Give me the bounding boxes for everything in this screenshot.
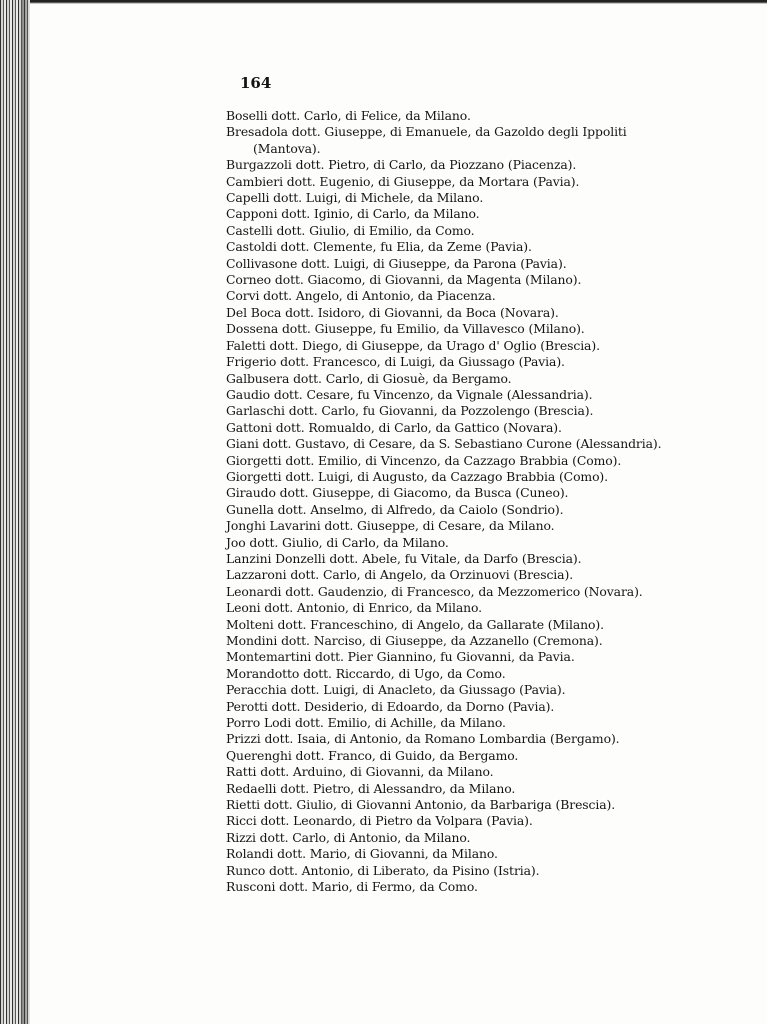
page-number: 164 [240, 74, 272, 92]
list-entry: Giraudo dott. Giuseppe, di Giacomo, da Busca (Cuneo). [226, 485, 569, 501]
list-entry: Joo dott. Giulio, di Carlo, da Milano. [226, 534, 449, 550]
list-entry: Dossena dott. Giuseppe, fu Emilio, da Villavesco (Milano). [226, 321, 585, 337]
list-entry: Montemartini dott. Pier Giannino, fu Giovanni, da Pavia. [226, 649, 575, 665]
list-entry: Castelli dott. Giulio, di Emilio, da Como. [226, 222, 475, 238]
list-entry: Galbusera dott. Carlo, di Giosuè, da Bergamo. [226, 370, 512, 386]
list-entry: Corneo dott. Giacomo, di Giovanni, da Magenta (Milano). [226, 272, 582, 288]
list-entry: Perotti dott. Desiderio, di Edoardo, da Dorno (Pavia). [226, 698, 555, 714]
list-entry: Leonardi dott. Gaudenzio, di Francesco, da Mezzomerico (Novara). [226, 583, 643, 599]
list-entry: Morandotto dott. Riccardo, di Ugo, da Como. [226, 665, 506, 681]
list-entry: Boselli dott. Carlo, di Felice, da Milano. [226, 108, 471, 123]
list-entry: Lazzaroni dott. Carlo, di Angelo, da Orzinuovi (Brescia). [226, 567, 574, 583]
list-entry: Garlaschi dott. Carlo, fu Giovanni, da Pozzolengo (Brescia). [226, 403, 594, 419]
list-entry: Mondini dott. Narciso, di Giuseppe, da Azzanello (Cremona). [226, 633, 603, 648]
list-entry: Gattoni dott. Romualdo, di Carlo, da Gattico (Novara). [226, 419, 562, 435]
list-entry: Rolandi dott. Mario, di Giovanni, da Milano. [226, 846, 498, 862]
list-entry: Bresadola dott. Giuseppe, di Emanuele, da Gazoldo degli Ippoliti (Mantova). [226, 124, 627, 156]
list-entry: Molteni dott. Franceschino, di Angelo, da Gallarate (Milano). [226, 616, 604, 632]
list-entry: Giorgetti dott. Luigi, di Augusto, da Cazzago Brabbia (Como). [226, 468, 609, 484]
list-entry: Porro Lodi dott. Emilio, di Achille, da Milano. [226, 715, 506, 731]
list-entry: Del Boca dott. Isidoro, di Giovanni, da Boca (Novara). [226, 304, 559, 320]
list-entry: Faletti dott. Diego, di Giuseppe, da Urago d' Oglio (Brescia). [226, 337, 600, 353]
list-entry: Redaelli dott. Pietro, di Alessandro, da Milano. [226, 780, 516, 796]
list-entry: Burgazzoli dott. Pietro, di Carlo, da Piozzano (Piacenza). [226, 157, 577, 173]
list-entry: Rusconi dott. Mario, di Fermo, da Como. [226, 879, 478, 895]
list-entry: Giorgetti dott. Emilio, di Vincenzo, da Cazzago Brabbia (Como). [226, 452, 622, 468]
list-entry: Runco dott. Antonio, di Liberato, da Pisino (Istria). [226, 862, 540, 878]
list-entry: Giani dott. Gustavo, di Cesare, da S. Sebastiano Curone (Alessandria). [226, 436, 662, 452]
list-entry: Querenghi dott. Franco, di Guido, da Bergamo. [226, 747, 519, 763]
top-edge-rule [30, 0, 767, 4]
list-entry: Ricci dott. Leonardo, di Pietro da Volpara (Pavia). [226, 813, 533, 829]
list-entry: Gunella dott. Anselmo, di Alfredo, da Caiolo (Sondrio). [226, 501, 564, 517]
list-entry: Lanzini Donzelli dott. Abele, fu Vitale, da Darfo (Brescia). [226, 550, 582, 566]
list-entry: Corvi dott. Angelo, di Antonio, da Piacenza. [226, 288, 496, 304]
list-entry: Collivasone dott. Luigi, di Giuseppe, da Parona (Pavia). [226, 255, 567, 271]
list-entry: Capelli dott. Luigi, di Michele, da Milano. [226, 190, 484, 206]
list-entry: Rietti dott. Giulio, di Giovanni Antonio, da Barbariga (Brescia). [226, 797, 616, 813]
list-entry: Ratti dott. Arduino, di Giovanni, da Milano. [226, 764, 494, 780]
list-entry: Gaudio dott. Cesare, fu Vincenzo, da Vignale (Alessandria). [226, 386, 593, 402]
list-entry: Cambieri dott. Eugenio, di Giuseppe, da Mortara (Pavia). [226, 173, 580, 189]
list-entry: Rizzi dott. Carlo, di Antonio, da Milano. [226, 829, 471, 845]
graduate-list [226, 108, 726, 896]
list-entry: Leoni dott. Antonio, di Enrico, da Milano. [226, 600, 483, 616]
list-entry: Peracchia dott. Luigi, di Anacleto, da Giussago (Pavia). [226, 682, 566, 698]
list-entry: Jonghi Lavarini dott. Giuseppe, di Cesare, da Milano. [226, 518, 555, 534]
list-entry: Capponi dott. Iginio, di Carlo, da Milano. [226, 206, 480, 222]
list-entry: Castoldi dott. Clemente, fu Elia, da Zeme (Pavia). [226, 239, 532, 255]
book-spine-shadow [0, 0, 30, 1024]
list-entry: Prizzi dott. Isaia, di Antonio, da Romano Lombardia (Bergamo). [226, 731, 620, 747]
list-entry: Frigerio dott. Francesco, di Luigi, da Giussago (Pavia). [226, 354, 565, 370]
